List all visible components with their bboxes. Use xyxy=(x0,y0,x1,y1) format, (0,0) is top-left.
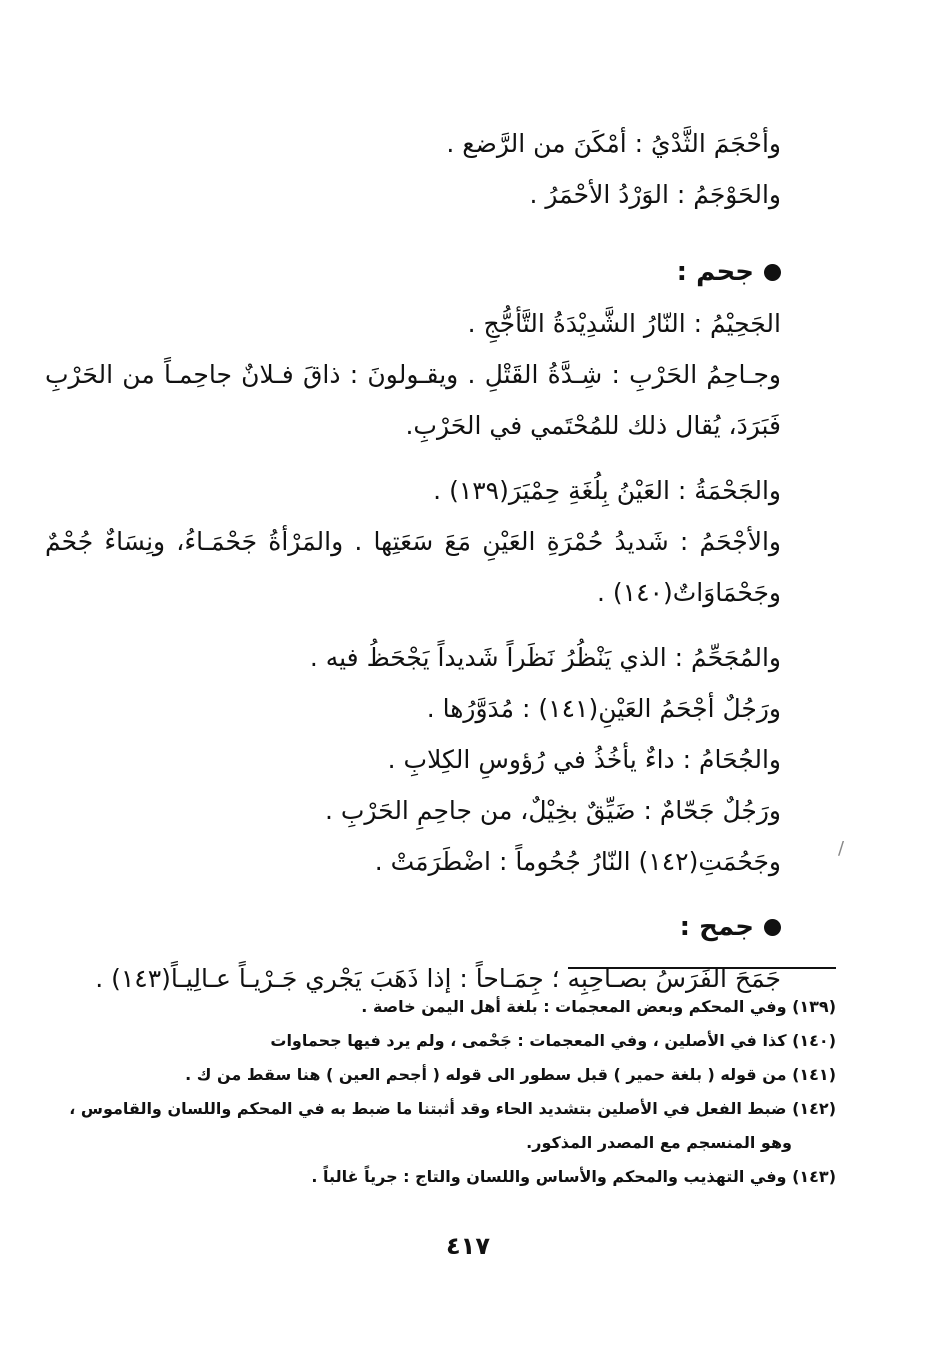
footnotes xyxy=(69,990,836,1194)
bullet-icon xyxy=(764,919,781,936)
footnote-140: (١٤٠) كذا في الأصلين ، وفي المعجمات : جَحْمى ، ولم يرد فيها جحماوات xyxy=(270,1031,836,1050)
root-heading-jmh xyxy=(100,901,781,953)
entry-line: والجُحَامُ : داءٌ يأخُذُ في رُؤوسِ الكِلابِ . xyxy=(387,745,781,774)
entry-paragraph: وجـاحِمُ الحَرْبِ : شِـدَّةُ القَتْلِ . ويقـولونَ : ذاقَ فـلانٌ جاحِمـاً من الحَرْبِ فَبَرَدَ، يُقال ذلك للمُحْتَمي في الحَرْبِ. xyxy=(45,360,781,440)
spacer xyxy=(100,220,781,246)
entry-line: جَمَحَ الفَرَسُ بصـاحِبِه ؛ جِمَـاحاً : إذا ذَهَبَ يَجْري جَـرْيـاً عـالِيـاً(١٤٣) . xyxy=(95,964,781,993)
margin-mark: / xyxy=(838,838,845,859)
root-heading-jhm xyxy=(100,246,781,298)
entry-line: والحَوْجَمُ : الوَرْدُ الأحْمَرُ . xyxy=(529,180,781,209)
bullet-icon xyxy=(764,264,781,281)
footnote-141: (١٤١) من قوله ( بلغة حمير ) قبل سطور الى قوله ( أجحم العين ) هنا سقط من ك . xyxy=(185,1065,836,1084)
footnote-142: (١٤٢) ضبط الفعل في الأصلين بتشديد الحاء وقد أثبتنا ما ضبط به في المحكم واللسان والقاموس ، xyxy=(69,1099,836,1118)
spacer xyxy=(100,451,781,465)
footnote-143: (١٤٣) وفي التهذيب والمحكم والأساس واللسان والتاج : جرياً غالباً . xyxy=(311,1167,836,1186)
root-heading-label: جحم : xyxy=(676,257,754,287)
spacer xyxy=(100,887,781,901)
footnote-divider xyxy=(568,967,836,969)
entry-line: الجَحِيْمُ : النّارُ الشَّدِيْدَةُ التَّأجُّجِ . xyxy=(467,309,781,338)
root-heading-label: جمح : xyxy=(679,912,754,942)
entry-line: ورَجُلٌ أجْحَمُ العَيْنِ(١٤١) : مُدَوَّرُها . xyxy=(426,694,781,723)
spacer xyxy=(100,618,781,632)
main-text xyxy=(45,118,781,1004)
footnote-139: (١٣٩) وفي المحكم وبعض المعجمات : بلغة أهل اليمن خاصة . xyxy=(361,997,836,1016)
entry-line: وأحْجَمَ الثَّدْيُ : أمْكَنَ من الرَّضع . xyxy=(446,129,781,158)
footnote-142-continued: وهو المنسجم مع المصدر المذكور. xyxy=(526,1133,792,1152)
entry-line: ورَجُلٌ جَحّامٌ : ضَيِّقٌ بخِيْلٌ، من جاحِمِ الحَرْبِ . xyxy=(324,796,781,825)
entry-paragraph: والأجْحَمُ : شَديدُ حُمْرَةِ العَيْنِ مَعَ سَعَتِها . والمَرْأةُ جَحْمَـاءُ، ونِسَاءٌ جُحْمٌ وجَحْمَاوَاتٌ(١٤٠) . xyxy=(45,527,781,607)
entry-line: وجَحُمَتِ(١٤٢) النّارُ جُحُوماً : اضْطَرَمَتْ . xyxy=(374,847,781,876)
page-number: ٤١٧ xyxy=(446,1232,490,1260)
entry-line: والجَحْمَةُ : العَيْنُ بِلُغَةِ حِمْيَرَ(١٣٩) . xyxy=(433,476,781,505)
entry-line: والمُجَحِّمُ : الذي يَنْظُرُ نَظَراً شَديداً يَجْحَظُ فيه . xyxy=(309,643,781,672)
